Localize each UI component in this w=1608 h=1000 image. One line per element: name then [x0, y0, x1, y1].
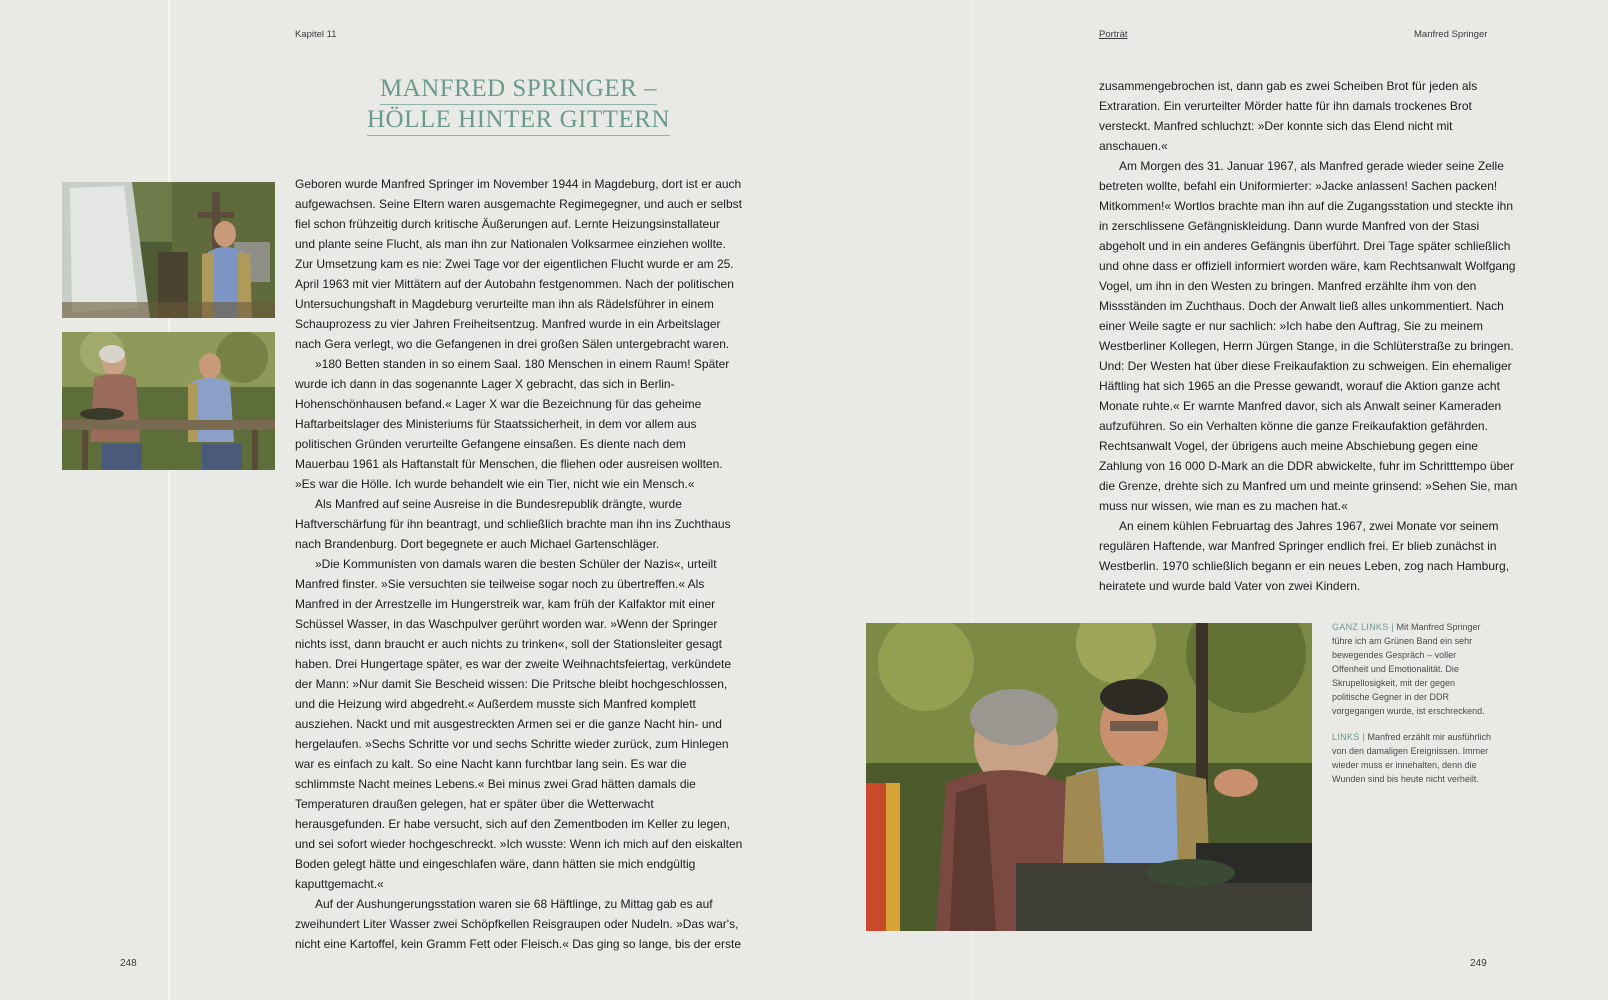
photo-interview-forest	[866, 623, 1312, 931]
left-body-text	[295, 174, 743, 954]
paragraph: »Die Kommunisten von damals waren die besten Schüler der Nazis«, urteilt Manfred finster. »Sie versuchten sie teilweise sogar noch zu übertreffen.« Als Manfred in der Arrestzelle im Hungerstreik war, kam früh der Kalfaktor mit einer Schüssel Wasser, in das Waschpulver gerührt worden war. »Wenn der Springer nichts isst, dann braucht er auch nichts zu trinken«, soll der Stationsleiter gesagt haben. Drei Hungertage später, es war der zweite Weihnachtsfeiertag, verkündete der Mann: »Nur damit Sie Bescheid wissen: Die Pritsche bleibt hochgeschlossen, und die Heizung wird abgedreht.« Außerdem musste sich Manfred komplett ausziehen. Nackt und mit ausgestreckten Armen sei er die ganze Nacht hin- und hergelaufen. »Sechs Schritte vor und sechs Schritte wieder zurück, zum Hinlegen war es einfach zu kalt. So eine Nacht kann furchtbar lang sein. Es war die schlimmste Nacht meines Lebens.« Bei minus zwei Grad hätten damals die Temperaturen draußen gelegen, hat er später über die Wetterwacht herausgefunden. Er habe versucht, sich auf den Zementboden im Keller zu legen, und sei sofort wieder hochgeschreckt. »Ich wusste: Wenn ich mich auf den eiskalten Boden gelegt hätte und eingeschlafen wäre, dann hätten sie mich endgültig kaputtgemacht.«	[295, 557, 743, 891]
chapter-title-line1: MANFRED SPRINGER –	[380, 74, 657, 105]
paragraph: Geboren wurde Manfred Springer im November 1944 in Magdeburg, dort ist er auch aufgewachsen. Seine Eltern waren ausgemachte Regimegegner, und auch er selbst fiel schon frühzeitig durch kritische Äußerungen auf. Lernte Heizungsinstallateur und plante seine Flucht, als man ihn zur Nationalen Volksarmee einziehen wollte. Zur Umsetzung kam es nie: Zwei Tage vor der eigentlichen Flucht wurde er am 25. April 1963 mit vier Mittätern auf der Autobahn festgenommen. Nach der politischen Untersuchungshaft in Magdeburg verurteilte man ihn als Rädelsführer in einem Schauprozess zu vier Jahren Freiheitsentzug. Manfred wurde in ein Arbeitslager nach Gera verlegt, wo die Gefangenen in drei großen Sälen untergebracht waren.	[295, 177, 742, 351]
paragraph: An einem kühlen Februartag des Jahres 1967, zwei Monate vor seinem regulären Haftende, war Manfred Springer endlich frei. Er blieb zunächst in Westberlin. 1970 schließlich begann er ein neues Leben, zog nach Hamburg, heiratete und wurde bald Vater von zwei Kindern.	[1099, 519, 1510, 593]
right-body-text	[1099, 76, 1519, 596]
paragraph: »180 Betten standen in so einem Saal. 180 Menschen in einem Raum! Später wurde ich dann in das sogenannte Lager X gebracht, das sich in Berlin-Hohenschönhausen befand.« Lager X war die Bezeichnung für das geheime Haftarbeitslager des Ministeriums für Staatssicherheit, in dem vor allem aus politischen Gründen verurteilte Gefangene einsaßen. Es diente nach dem Mauerbau 1961 als Haftanstalt für Menschen, die fliehen oder ausreisen wollten. »Es war die Hölle. Ich wurde behandelt wie ein Tier, nicht wie ein Mensch.«	[295, 357, 730, 491]
paragraph: zusammengebrochen ist, dann gab es zwei Scheiben Brot für jeden als Extraration. Ein verurteilter Mörder hatte für ihn damals trockenes Brot versteckt. Manfred schluchzt: »Der konnte sich das Elend nicht mit anschauen.«	[1099, 79, 1478, 153]
paragraph: Als Manfred auf seine Ausreise in die Bundesrepublik drängte, wurde Haftverschärfung für ihn beantragt, und schließlich brachte man ihn ins Zuchthaus nach Brandenburg. Dort begegnete er auch Michael Gartenschläger.	[295, 497, 731, 551]
section-label: Porträt	[1099, 29, 1128, 40]
caption-tag: GANZ LINKS |	[1332, 622, 1394, 632]
chapter-title	[296, 74, 741, 136]
caption-left	[1332, 730, 1492, 786]
caption-text: Mit Manfred Springer führe ich am Grünen Band ein sehr bewegendes Gespräch – voller Offenheit und Emotionalität. Die Skrupellosigkeit, mit der gegen politische Gegner in der DDR vorgegangen wurde, ist erschreckend.	[1332, 622, 1485, 716]
caption-tag: LINKS |	[1332, 732, 1365, 742]
photo-two-men-at-table	[62, 332, 275, 470]
photo-captions	[1332, 620, 1492, 798]
paragraph: Am Morgen des 31. Januar 1967, als Manfred gerade wieder seine Zelle betreten wollte, befahl ein Uniformierter: »Jacke anlassen! Sachen packen! Mitkommen!« Wortlos brachte man ihn auf die Zugangsstation und steckte ihn in zerschlissene Gefängniskleidung. Dann wurde Manfred von der Stasi abgeholt und in ein anderes Gefängnis überführt. Drei Tage später schließlich und ohne dass er offiziell informiert worden wäre, kam Rechtsanwalt Wolfgang Vogel, um ihn in den Westen zu bringen. Manfred erzählte ihm von den Missständen im Zuchthaus. Doch der Anwalt ließ alles unkommentiert. Nach einer Weile sagte er nur sachlich: »Ich habe den Auftrag, Sie zu meinem Westberliner Kollegen, Herrn Jürgen Stange, in die Schlüterstraße zu bringen. Und: Der Westen hat über diese Freikaufaktion zu schweigen. Ein ehemaliger Häftling hat sich 1965 an die Presse gewandt, worauf die Aktion ganze acht Monate ruhte.« Er warnte Manfred davor, sich als Anwalt seiner Kameraden aufzuführen. So ein Verhalten könne die ganze Freikaufaktion gefährden. Rechtsanwalt Vogel, der übrigens auch meine Abschiebung gegen eine Zahlung von 16 000 D-Mark an die DDR abwickelte, fuhr im Schritttempo über die Grenze, drehte sich zu Manfred um und meinte grinsend: »Sehen Sie, man muss nur wissen, wie man es zu machen hat.«	[1099, 159, 1518, 513]
page-number-left: 248	[120, 958, 137, 969]
caption-text: Manfred erzählt mir ausführlich von den damaligen Ereignissen. Immer wieder muss er innehalten, denn die Wunden sind bis heute nicht verheilt.	[1332, 732, 1492, 784]
chapter-title-line2: HÖLLE HINTER GITTERN	[367, 105, 670, 136]
running-head-right: Manfred Springer	[1414, 29, 1488, 40]
caption-far-left	[1332, 620, 1492, 718]
paragraph: Auf der Aushungerungsstation waren sie 68 Häftlinge, zu Mittag gab es auf zweihundert Liter Wasser zwei Schöpfkellen Reisgraupen oder Nudeln. »Das war's, nicht eine Kartoffel, kein Gramm Fett oder Fleisch.« Das ging so lange, bis der erste	[295, 897, 741, 951]
photo-man-at-memorial	[62, 182, 275, 318]
page-number-right: 249	[1470, 958, 1487, 969]
running-head-left: Kapitel 11	[295, 29, 337, 40]
